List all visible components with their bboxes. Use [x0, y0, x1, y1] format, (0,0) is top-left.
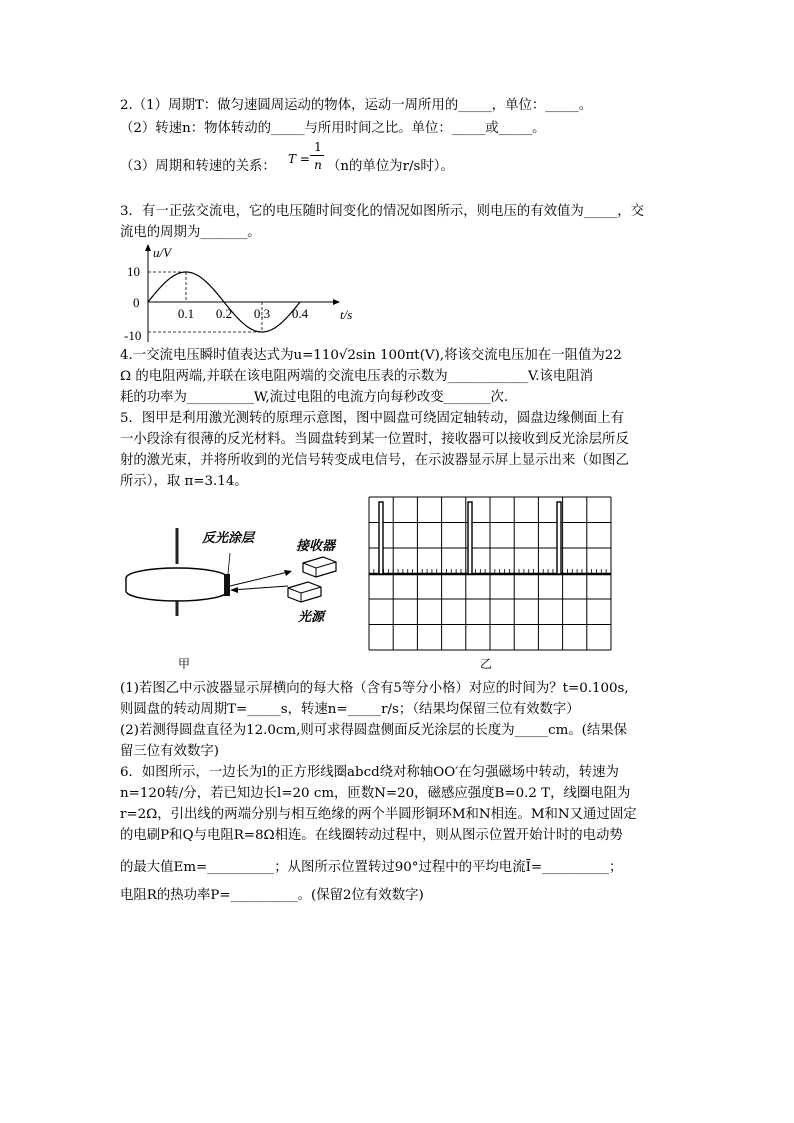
pulse-2: [468, 502, 472, 574]
x-tick-0.4: 0.4: [291, 306, 309, 321]
coating-pointer: [228, 553, 230, 574]
q2-line1: 2.（1）周期T：做匀速圆周运动的物体，运动一周所用的_____，单位：_____。: [120, 98, 593, 113]
q2-line3-suffix: （n的单位为r/s时）。: [327, 159, 454, 174]
reflective-coating: [224, 574, 230, 596]
q6-line4: 的电刷P和Q与电阻R=8Ω相连。在线圈转动过程中，则从图示位置开始计时的电动势: [120, 828, 623, 843]
formula-denominator: n: [314, 158, 322, 172]
y-tick-10: 10: [127, 264, 140, 279]
q5-sub2-line2: 留三位有效数字): [120, 744, 219, 759]
q5-line1: 5．图甲是利用激光测转的原理示意图，图中圆盘可绕固定轴转动，圆盘边缘侧面上有: [120, 411, 624, 426]
incident-beam: [232, 586, 288, 590]
y-axis-arrow: [145, 244, 151, 251]
q3-line2: 流电的周期为_______。: [120, 225, 261, 240]
q6-line6: 电阻R的热功率P=__________。(保留2位有效数字): [120, 888, 424, 903]
reflected-beam: [230, 572, 288, 586]
reflected-beam-arrow: [284, 570, 292, 576]
q5-sub1-line2: 则圆盘的转动周期T=_____s，转速n=_____r/s；（结果均保留三位有效数字）: [120, 702, 580, 717]
q4-line2: Ω 的电阻两端,并联在该电阻两端的交流电压表的示数为____________V.该电阻消: [120, 369, 594, 384]
figure-a-caption: 甲: [178, 657, 191, 670]
voltage-time-graph: [118, 242, 368, 346]
incident-beam-arrow: [230, 587, 238, 593]
formula-lhs: T =: [288, 152, 310, 166]
disc-rim: [126, 578, 228, 601]
receiver-label: 接收器: [296, 538, 336, 553]
q6-line5: 的最大值Em=__________；从图所示位置转过90°过程中的平均电流Ī=__________；: [120, 860, 623, 875]
x-axis-arrow: [333, 299, 340, 305]
figure-b-caption: 乙: [480, 657, 493, 671]
y-axis-label: u/V: [153, 245, 172, 260]
q6-line3: r=2Ω，引出线的两端分别与相互绝缘的两个半圆形铜环M和N相连。M和N又通过固定: [120, 807, 637, 822]
q5-line3: 射的激光束，并将所收到的光信号转变成电信号，在示波器显示屏上显示出来（如图乙: [120, 453, 629, 468]
q4-line1: 4.一交流电压瞬时值表达式为u=110√2sin 100πt(V),将该交流电压加在一阻值为22: [120, 348, 622, 363]
x-tick-0.3: 0.3: [253, 306, 271, 321]
x-axis-label: t/s: [340, 307, 353, 322]
q5-sub2-line1: (2)若测得圆盘直径为12.0cm,则可求得圆盘侧面反光涂层的长度为_____cm。(结果保: [120, 723, 628, 738]
light-source-label: 光源: [298, 609, 325, 624]
q4-line3: 耗的功率为__________W,流过电阻的电流方向每秒改变_______次.: [120, 390, 509, 405]
fraction-bar: [310, 155, 324, 156]
x-tick-0.1: 0.1: [177, 306, 195, 321]
q6-line1: 6．如图所示，一边长为l的正方形线圈abcd绕对称轴OO′在匀强磁场中转动，转速为: [120, 765, 619, 780]
q6-line2: n=120转/分，若已知边长l=20 cm，匝数N=20，磁感应强度B=0.2 T，线圈电阻为: [120, 786, 631, 801]
q5-sub1-line1: (1)若图乙中示波器显示屏横向的每大格（含有5等分小格）对应的时间为？t=0.100s,: [120, 681, 629, 696]
q2-line3-prefix: （3）周期和转速的关系：: [120, 159, 276, 174]
y-tick-neg10: -10: [124, 328, 142, 343]
q5-line4: 所示），取 π=3.14。: [120, 474, 248, 489]
laser-setup-figure: [120, 520, 360, 670]
y-tick-0: 0: [133, 295, 140, 310]
pulse-3: [557, 502, 561, 574]
oscilloscope-figure: [368, 496, 614, 672]
formula-numerator: 1: [314, 140, 322, 154]
x-tick-0.2: 0.2: [215, 306, 233, 321]
q2-line2: （2）转速n：物体转动的_____与所用时间之比。单位：_____或_____。: [120, 121, 546, 136]
coating-label: 反光涂层: [202, 530, 255, 545]
q3-line1: 3．有一正弦交流电，它的电压随时间变化的情况如图所示，则电压的有效值为_____，交: [120, 204, 645, 219]
q5-line2: 一小段涂有很薄的反光材料。当圆盘转到某一位置时，接收器可以接收到反光涂层所反: [120, 432, 629, 447]
pulse-1: [379, 502, 383, 574]
